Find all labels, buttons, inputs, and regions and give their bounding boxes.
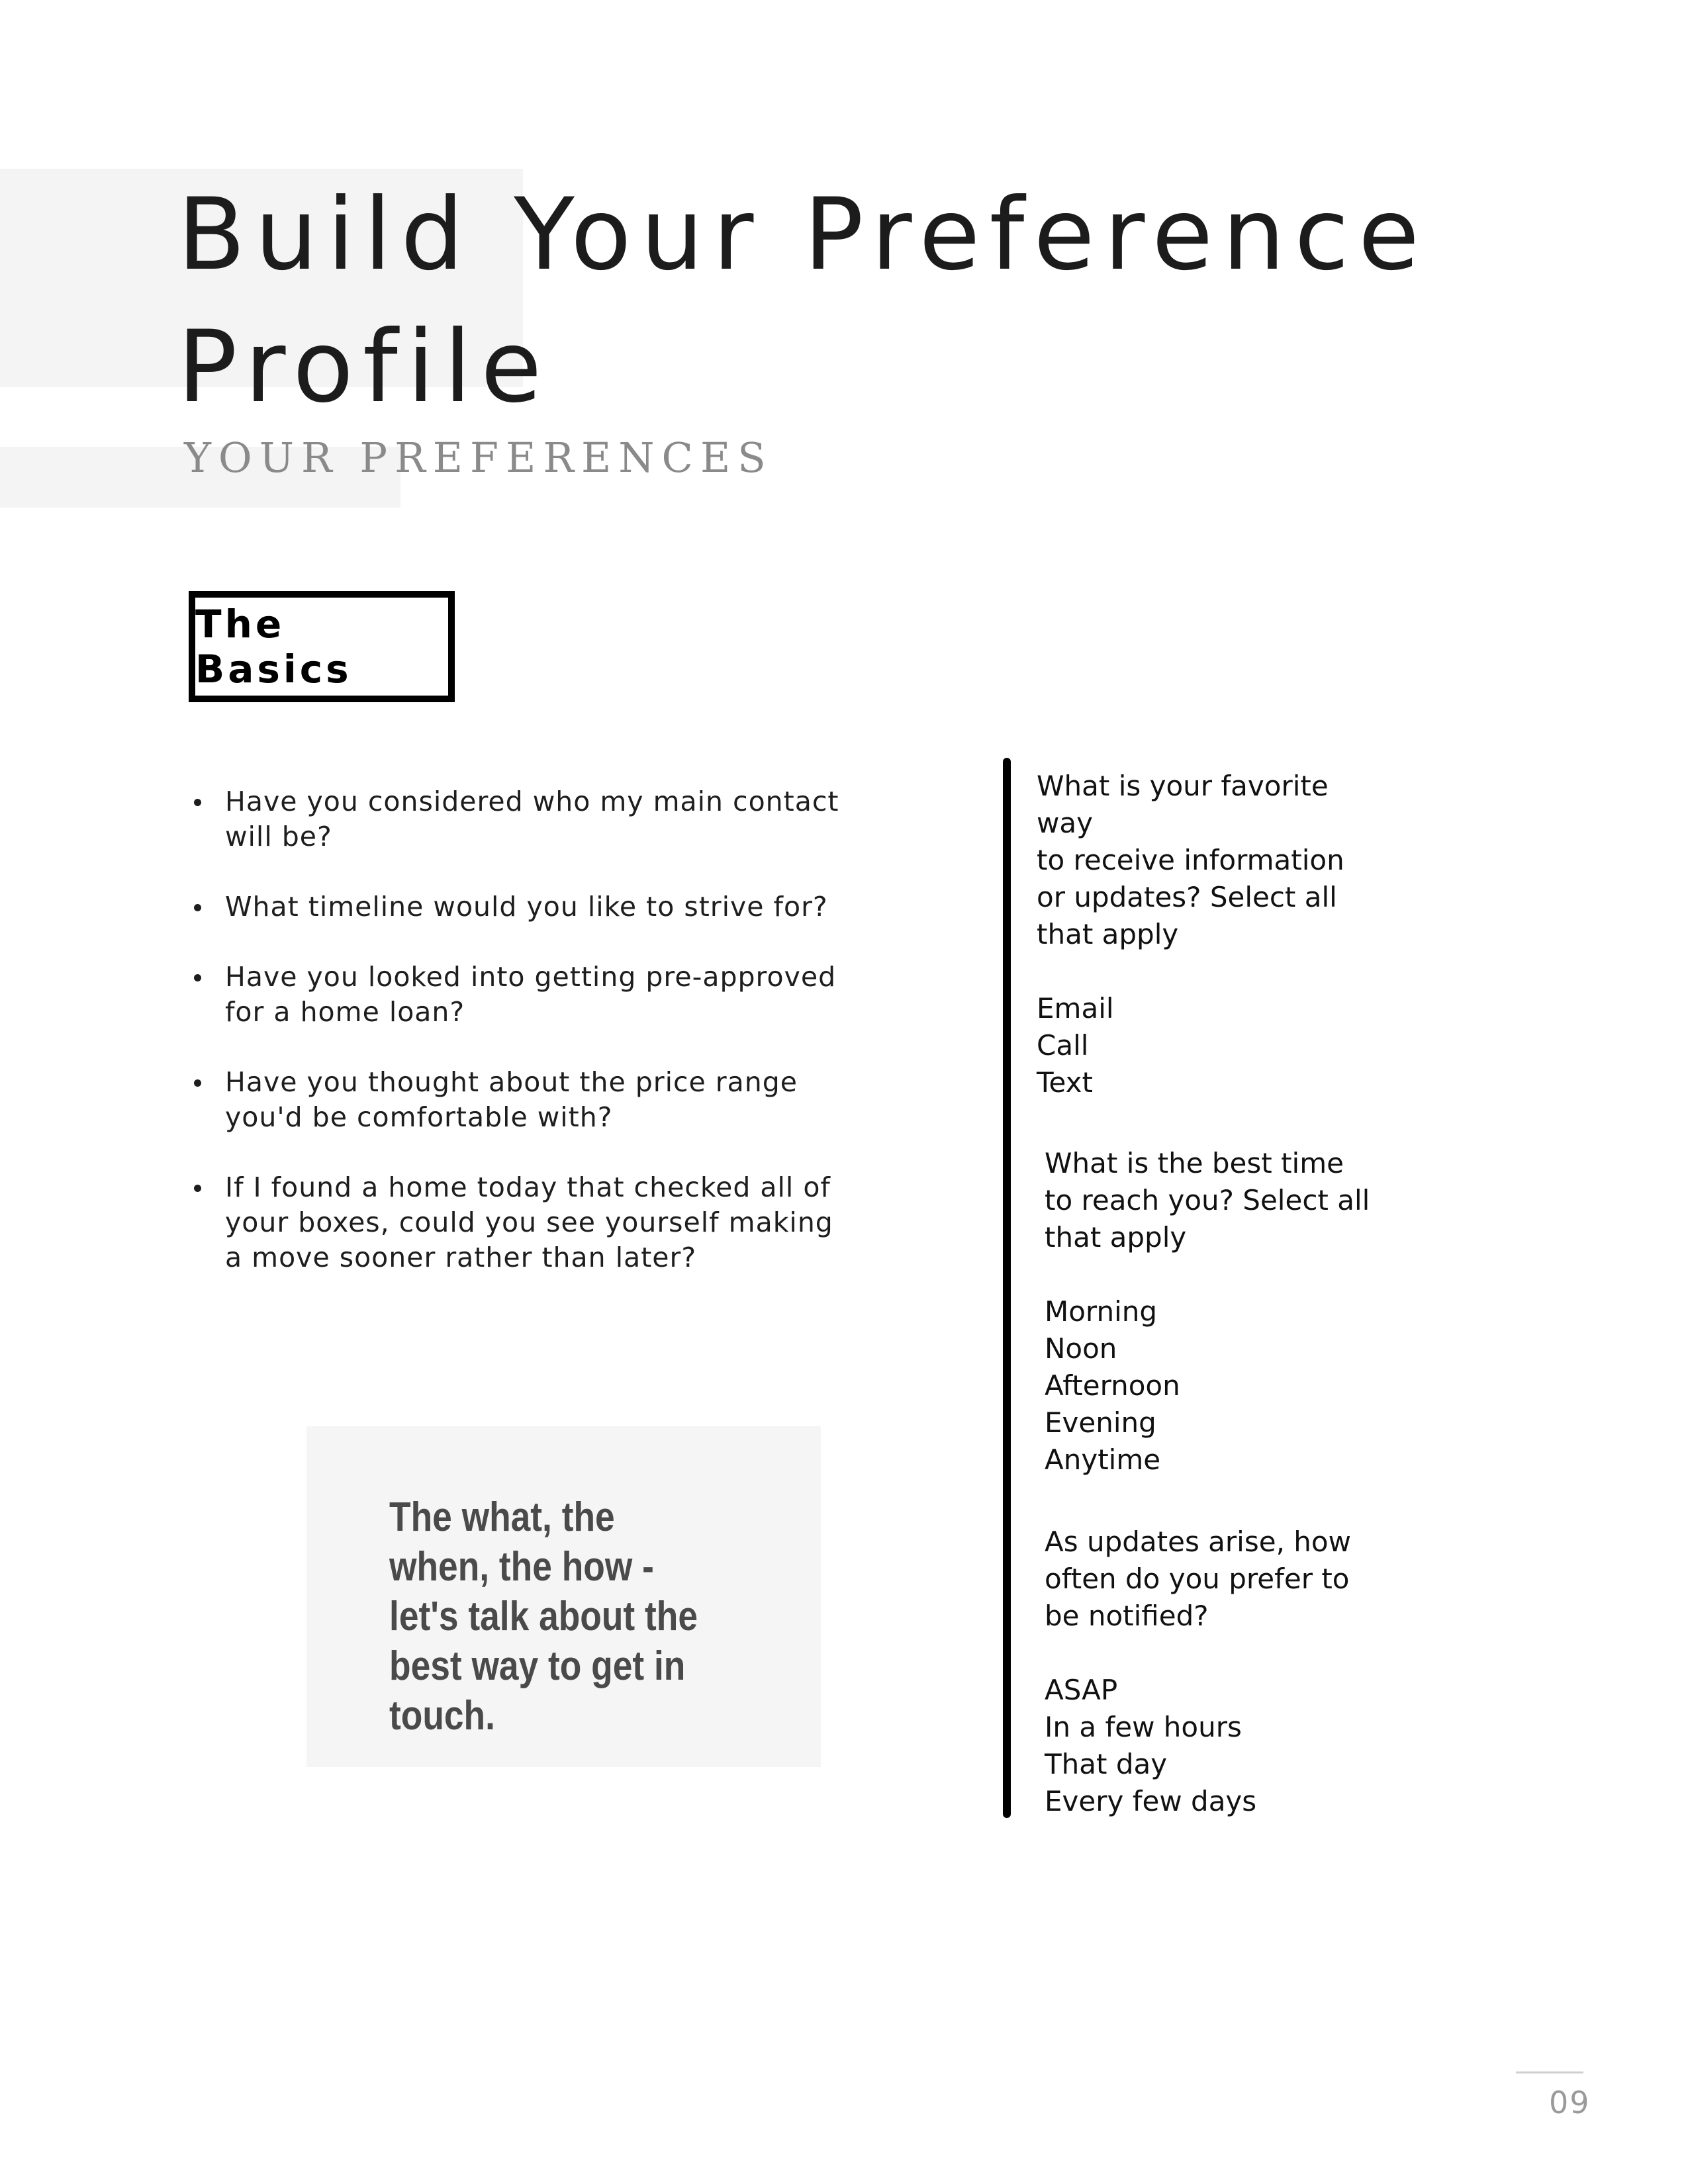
- list-item: If I found a home today that checked all of your boxes, could you see yourself making a move sooner rather than later?: [189, 1170, 851, 1275]
- section-heading: The Basics: [195, 602, 352, 692]
- question-line: to reach you? Select all: [1045, 1184, 1370, 1216]
- list-item: Have you looked into getting pre-approved for a home loan?: [189, 960, 851, 1030]
- option-every-few-days[interactable]: Every few days: [1045, 1785, 1257, 1817]
- page-number: 09: [1549, 2085, 1591, 2120]
- contact-method-question: [1037, 768, 1381, 1101]
- question-line: that apply: [1045, 1221, 1187, 1253]
- page-number-rule: [1516, 2071, 1583, 2073]
- option-email[interactable]: Email: [1037, 992, 1114, 1024]
- list-item: What timeline would you like to strive for?: [189, 889, 851, 925]
- option-that-day[interactable]: That day: [1045, 1748, 1168, 1780]
- option-asap[interactable]: ASAP: [1045, 1674, 1118, 1706]
- page-title-line2: Profile: [177, 310, 551, 425]
- option-evening[interactable]: Evening: [1045, 1406, 1156, 1439]
- question-line: or updates? Select all: [1037, 881, 1337, 913]
- option-call[interactable]: Call: [1037, 1029, 1089, 1062]
- list-item: Have you thought about the price range you'd be comfortable with?: [189, 1065, 851, 1135]
- option-morning[interactable]: Morning: [1045, 1295, 1158, 1328]
- option-afternoon[interactable]: Afternoon: [1045, 1369, 1180, 1402]
- option-few-hours[interactable]: In a few hours: [1045, 1711, 1242, 1743]
- callout-text: The what, the when, the how - let's talk about the best way to get in touch.: [389, 1494, 698, 1739]
- callout-box: [306, 1426, 821, 1767]
- page-title: [177, 169, 1435, 433]
- column-divider: [1003, 758, 1011, 1818]
- page-title-line1: Build Your Preference: [177, 177, 1429, 293]
- option-list: [1045, 1293, 1389, 1479]
- section-heading-box: [189, 591, 455, 702]
- question-line: What is your favorite: [1037, 770, 1329, 802]
- question-line: What is the best time: [1045, 1147, 1344, 1179]
- page-subtitle: YOUR PREFERENCES: [184, 433, 773, 482]
- question-line: often do you prefer to: [1045, 1563, 1350, 1595]
- option-noon[interactable]: Noon: [1045, 1332, 1117, 1365]
- option-list: [1045, 1672, 1389, 1820]
- question-line: be notified?: [1045, 1600, 1209, 1632]
- question-line: way: [1037, 807, 1093, 839]
- option-text[interactable]: Text: [1037, 1066, 1093, 1099]
- basics-question-list: [189, 784, 851, 1310]
- option-anytime[interactable]: Anytime: [1045, 1443, 1161, 1476]
- contact-time-question: [1045, 1145, 1389, 1479]
- question-line: to receive information: [1037, 844, 1344, 876]
- option-list: [1037, 990, 1381, 1101]
- question-line: As updates arise, how: [1045, 1525, 1351, 1558]
- list-item: Have you considered who my main contact will be?: [189, 784, 851, 854]
- question-line: that apply: [1037, 918, 1179, 950]
- notification-frequency-question: [1045, 1524, 1389, 1820]
